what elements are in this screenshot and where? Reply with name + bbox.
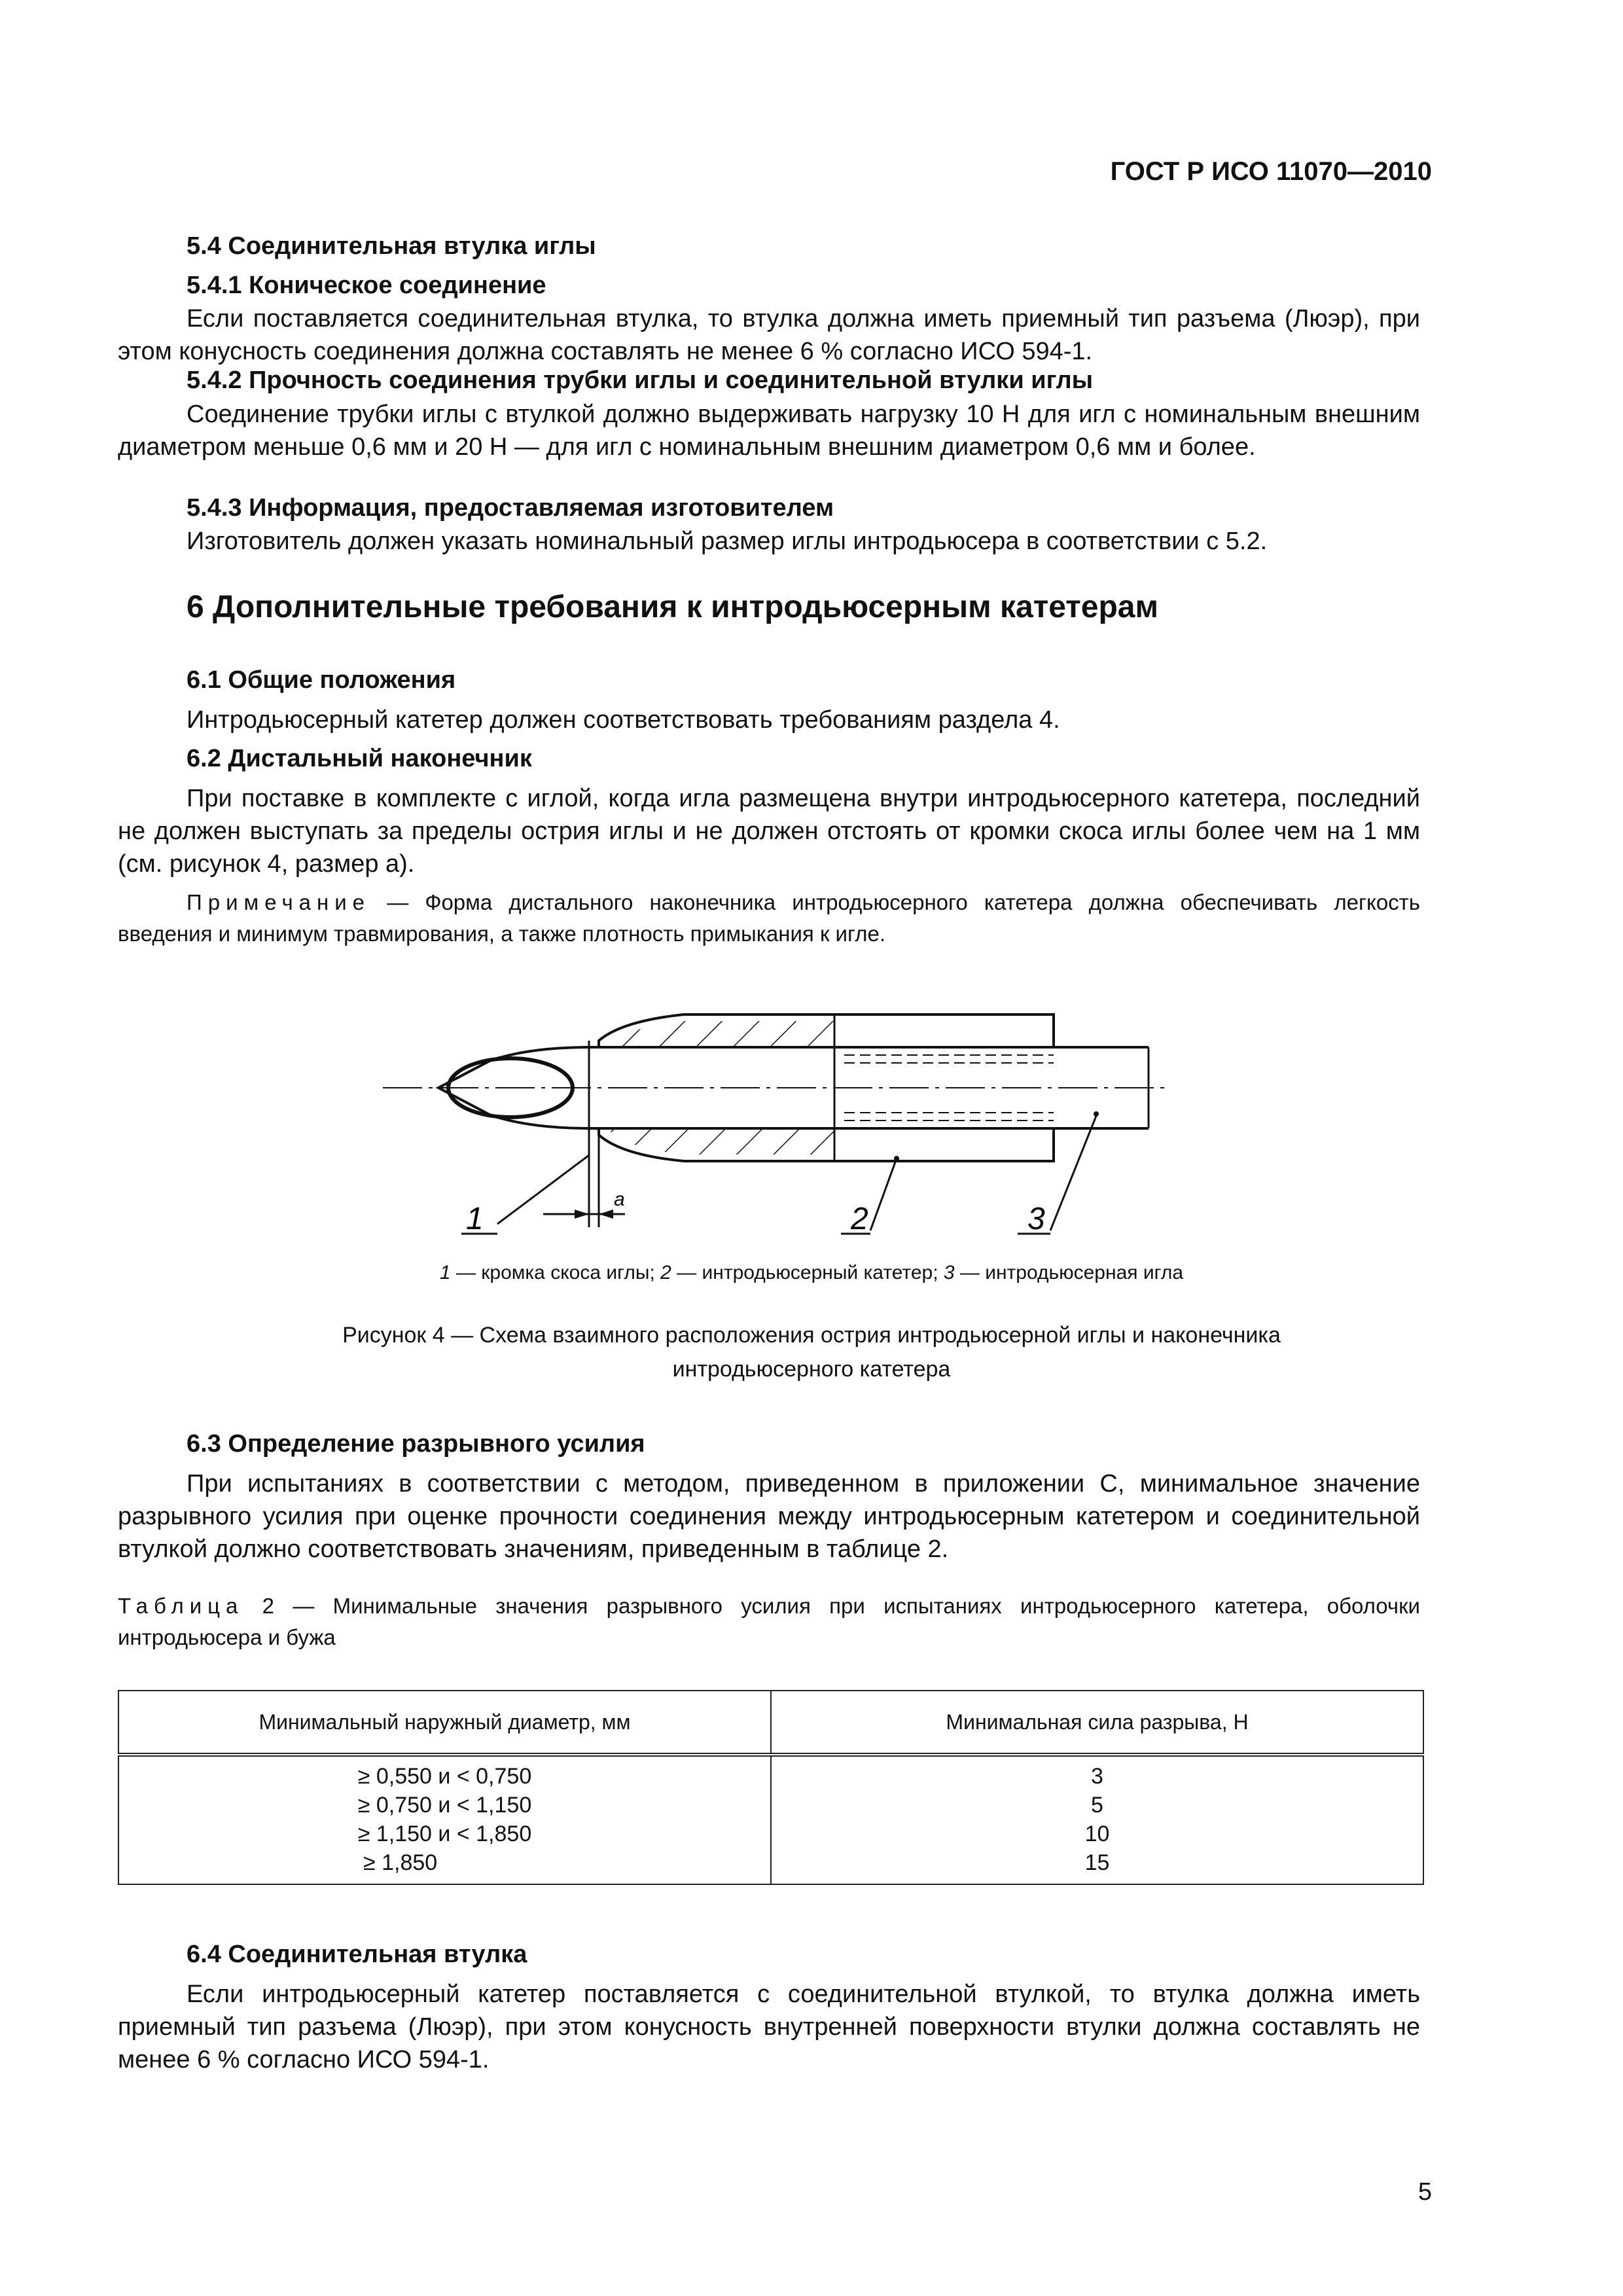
dim-label-a: a xyxy=(614,1189,625,1210)
section-6-4-text: Если интродьюсерный катетер поставляется с соединительной втулкой, то втулка должна иметь приемный тип разъема (Люэр), при этом конусность внутренней поверхности втулки должна составлять не менее 6 % согласно ИСО 594-1. xyxy=(118,1981,1420,2073)
table-header-row xyxy=(118,1691,1423,1755)
table-2-caption xyxy=(118,1590,1420,1653)
hatch-bottom xyxy=(609,1130,834,1155)
leader-3-dot xyxy=(1094,1111,1099,1117)
section-6-3-title: 6.3 Определение разрывного усилия xyxy=(187,1430,645,1458)
label-3: 3 xyxy=(1027,1202,1045,1236)
section-5-4-title: 5.4 Соединительная втулка иглы xyxy=(187,232,596,260)
note-text: — Форма дистального наконечника интродьюсерного катетера должна обеспечивать легкость введения и минимум травмирования, а также плотность примыкания к игле. xyxy=(118,890,1420,946)
legend-text-3: — интродьюсерная игла xyxy=(954,1262,1184,1283)
leader-2-dot xyxy=(894,1156,899,1161)
legend-num-3: 3 xyxy=(943,1262,955,1283)
section-5-4-3-text: Изготовитель должен указать номинальный размер иглы интродьюсера в соответствии с 5.2. xyxy=(187,528,1268,555)
table-2 xyxy=(118,1690,1424,1885)
section-6-4-title: 6.4 Соединительная втулка xyxy=(187,1941,527,1968)
figure-4-legend xyxy=(0,1262,1623,1284)
column-header-force: Минимальная сила разрыва, Н xyxy=(771,1691,1423,1755)
section-6-1-text: Интродьюсерный катетер должен соответствовать требованиям раздела 4. xyxy=(187,706,1060,734)
section-5-4-1-text: Если поставляется соединительная втулка, то втулка должна иметь приемный тип разъема (Люэр), при этом конусность соединения должна составлять не менее 6 % согласно ИСО 594-1. xyxy=(118,305,1420,365)
legend-num-1: 1 xyxy=(439,1262,451,1283)
leader-3 xyxy=(1050,1116,1096,1230)
figure-4-caption xyxy=(0,1318,1623,1386)
legend-text-1: — кромка скоса иглы; xyxy=(450,1262,661,1283)
section-6-2-title: 6.2 Дистальный наконечник xyxy=(187,745,532,772)
dim-arrow-left xyxy=(575,1210,589,1219)
force-values xyxy=(771,1755,1423,1884)
caption-line-2: интродьюсерного катетера xyxy=(672,1357,951,1382)
table-label: Таблица xyxy=(118,1594,244,1618)
section-5-4-2-text: Соединение трубки иглы с втулкой должно выдерживать нагрузку 10 Н для игл с номинальным внешним диаметром меньше 0,6 мм и 20 Н — для игл с номинальным внешним диаметром 0,6 мм и более. xyxy=(118,401,1420,461)
label-1: 1 xyxy=(466,1202,484,1236)
cell-diameter: ≥ 0,550 и < 0,750 xyxy=(357,1764,532,1789)
section-5-4-3-title: 5.4.3 Информация, предоставляемая изготовителем xyxy=(187,494,834,522)
cell-diameter: ≥ 0,750 и < 1,150 xyxy=(357,1793,532,1818)
section-6-2-note xyxy=(118,887,1420,950)
section-6-1-title: 6.1 Общие положения xyxy=(187,666,456,694)
table-row xyxy=(118,1755,1423,1884)
dim-arrow-right xyxy=(599,1210,613,1219)
cell-diameter: ≥ 1,150 и < 1,850 xyxy=(357,1821,532,1846)
label-2: 2 xyxy=(851,1202,868,1236)
legend-text-2: — интродьюсерный катетер; xyxy=(671,1262,944,1283)
section-5-4-2-title: 5.4.2 Прочность соединения трубки иглы и соединительной втулки иглы xyxy=(187,367,1094,394)
cell-diameter: ≥ 1,850 xyxy=(363,1850,438,1875)
caption-line-1: Рисунок 4 — Схема взаимного расположения острия интродьюсерной иглы и наконечника xyxy=(342,1323,1281,1348)
cell-force: 15 xyxy=(1084,1850,1110,1875)
note-label: Примечание xyxy=(187,890,371,914)
cell-force: 3 xyxy=(1091,1764,1103,1789)
column-header-diameter: Минимальный наружный диаметр, мм xyxy=(118,1691,771,1755)
section-6-3-text: При испытаниях в соответствии с методом, приведенном в приложении С, минимальное значение разрывного усилия при оценке прочности соединения между интродьюсерным катетером и соединительной втулкой должно соответствовать значениям, приведенным в таблице 2. xyxy=(118,1470,1420,1563)
table-caption-text: 2 — Минимальные значения разрывного усилия при испытаниях интродьюсерного катетера, оболочки интродьюсера и бужа xyxy=(118,1594,1420,1649)
leader-2 xyxy=(870,1158,897,1230)
section-6-2-text: При поставке в комплекте с иглой, когда игла размещена внутри интродьюсерного катетера, последний не должен выступать за пределы острия иглы и не должен отстоять от кромки скоса иглы более чем на 1 мм (см. рисунок 4, размер а). xyxy=(118,785,1420,878)
legend-num-2: 2 xyxy=(660,1262,671,1283)
diameter-values xyxy=(118,1755,771,1884)
page-number: 5 xyxy=(1418,2178,1432,2206)
document-code: ГОСТ Р ИСО 11070—2010 xyxy=(1110,157,1432,186)
section-6-title: 6 Дополнительные требования к интродьюсерным катетерам xyxy=(187,590,1158,624)
cell-force: 5 xyxy=(1091,1793,1103,1818)
cell-force: 10 xyxy=(1084,1821,1110,1846)
hatch-top xyxy=(609,1021,834,1046)
figure-4-diagram xyxy=(366,969,1191,1244)
section-5-4-1-title: 5.4.1 Коническое соединение xyxy=(187,272,546,299)
